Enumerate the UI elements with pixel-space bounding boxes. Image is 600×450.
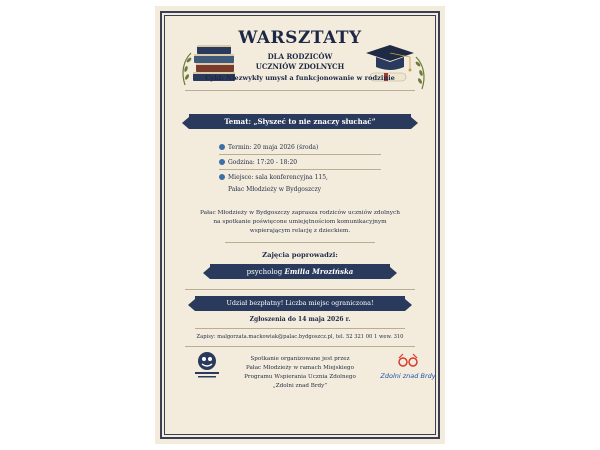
poster-title: WARSZTATY — [238, 28, 362, 48]
topic-text: Temat: „Słyszeć to nie znaczy słuchać” — [224, 117, 376, 126]
description-line: wspierającym relację z dzieckiem. — [249, 228, 351, 234]
divider — [219, 169, 381, 170]
poster-subtitle-line2: UCZNIÓW ZDOLNYCH — [255, 62, 345, 71]
date-text: Termin: 20 maja 2026 (środa) — [228, 144, 319, 151]
divider — [219, 154, 381, 155]
date-line — [219, 144, 318, 151]
divider — [185, 346, 415, 347]
place-line — [219, 174, 328, 181]
free-notice-ribbon — [195, 296, 405, 311]
divider — [195, 328, 405, 329]
led-by-label: Zajęcia poprowadzi: — [262, 251, 338, 259]
footer-line: Spotkanie organizowane jest przez — [250, 356, 350, 362]
workshop-poster — [155, 6, 445, 444]
time-text: Godzina: 17:20 - 18:20 — [228, 159, 298, 166]
zdolni-znad-brdy-logo — [380, 353, 436, 383]
bullet-dot-icon — [219, 159, 225, 165]
speaker-ribbon — [210, 264, 390, 279]
footer-line: Programu Wspierania Ucznia Zdolnego — [244, 374, 356, 380]
deadline-text: Zgłoszenia do 14 maja 2026 r. — [249, 316, 351, 323]
svg-text:Zdolni znad Brdy: Zdolni znad Brdy — [380, 372, 436, 380]
footer-line: Pałac Młodzieży w ramach Miejskiego — [246, 365, 354, 371]
time-line — [219, 159, 297, 166]
speaker-name: Emilia Mrozińska — [284, 267, 354, 276]
bullet-dot-icon — [219, 174, 225, 180]
free-notice-text: Udział bezpłatny! Liczba miejsc ograniczona! — [226, 299, 374, 307]
bullet-dot-icon — [219, 144, 225, 150]
description-line: Pałac Młodzieży w Bydgoszczy zaprasza rodziców uczniów zdolnych — [200, 210, 400, 216]
divider — [185, 90, 415, 91]
divider — [225, 242, 375, 243]
cycle-title: Cykl: Niezwykły umysł a funkcjonowanie w rodzinie — [205, 74, 395, 82]
footer-line: „Zdolni znad Brdy” — [272, 383, 328, 389]
description-line: na spotkanie poświęcone umiejętnościom komunikacyjnym — [213, 219, 387, 225]
place-text-line2: Pałac Młodzieży w Bydgoszczy — [228, 186, 322, 193]
topic-ribbon — [189, 114, 411, 129]
place-text-line1: Miejsce: sala konferencyjna 115, — [228, 174, 328, 181]
poster-subtitle-line1: DLA RODZICÓW — [267, 52, 333, 61]
speaker-prefix: psycholog — [246, 268, 285, 276]
contact-text: Zapisy: malgorzata.mackowiak@palac.bydgoszcz.pl, tel. 52 321 00 1 wew. 310 — [196, 334, 404, 340]
description — [155, 209, 445, 236]
divider — [185, 289, 415, 290]
